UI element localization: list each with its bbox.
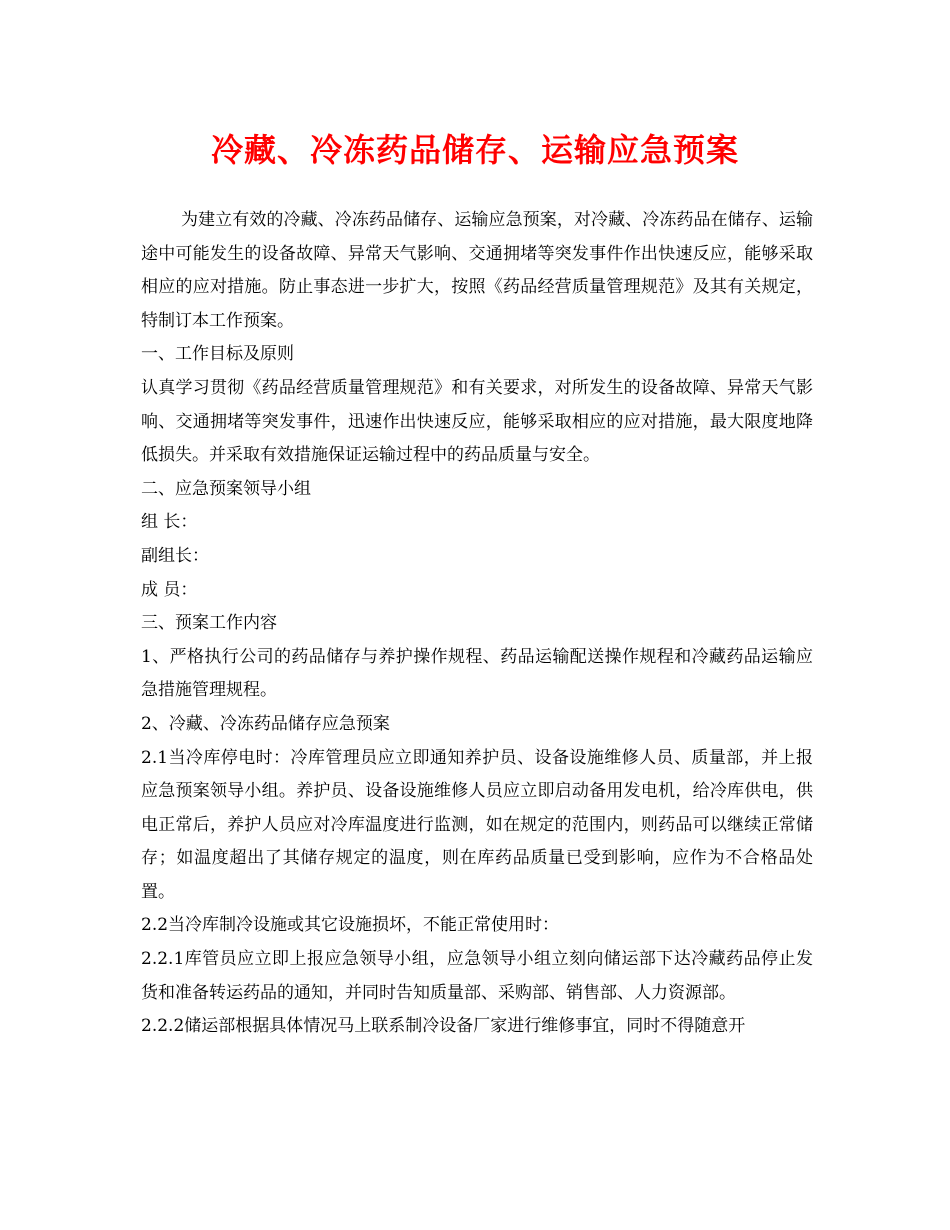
paragraph: 2.2当冷库制冷设施或其它设施损坏，不能正常使用时： <box>141 915 560 936</box>
section-heading-3: 三、预案工作内容 <box>141 613 277 634</box>
section-heading-2: 二、应急预案领导小组 <box>141 478 311 499</box>
paragraph: 认真学习贯彻《药品经营质量管理规范》和有关要求，对所发生的设备故障、异常天气影响、交通拥堵等突发事件，迅速作出快速反应，能够采取相应的应对措施，最大限度地降低损失。并采取有效措施保证运输过程中的药品质量与安全。 <box>141 377 813 466</box>
document-body <box>141 204 813 1044</box>
intro-paragraph: 为建立有效的冷藏、冷冻药品储存、运输应急预案，对冷藏、冷冻药品在储存、运输途中可能发生的设备故障、异常天气影响、交通拥堵等突发事件作出快速反应，能够采取相应的应对措施。防止事态进一步扩大，按照《药品经营质量管理规范》及其有关规定，特制订本工作预案。 <box>141 210 813 331</box>
document-title: 冷藏、冷冻药品储存、运输应急预案 <box>210 131 739 169</box>
paragraph: 2.1当冷库停电时：冷库管理员应立即通知养护员、设备设施维修人员、质量部，并上报应急预案领导小组。养护员、设备设施维修人员应立即启动备用发电机，给冷库供电，供电正常后，养护人员应对冷库温度进行监测，如在规定的范围内，则药品可以继续正常储存；如温度超出了其储存规定的温度，则在库药品质量已受到影响，应作为不合格品处置。 <box>141 747 813 902</box>
subsection-heading: 2、冷藏、冷冻药品储存应急预案 <box>141 713 390 734</box>
paragraph: 2.2.2储运部根据具体情况马上联系制冷设备厂家进行维修事宜，同时不得随意开 <box>141 1016 746 1037</box>
paragraph: 1、严格执行公司的药品储存与养护操作规程、药品运输配送操作规程和冷藏药品运输应急措施管理规程。 <box>141 646 813 701</box>
section-heading-1: 一、工作目标及原则 <box>141 344 294 365</box>
paragraph: 2.2.1库管员应立即上报应急领导小组，应急领导小组立刻向储运部下达冷藏药品停止发货和准备转运药品的通知，并同时告知质量部、采购部、销售部、人力资源部。 <box>141 949 813 1003</box>
deputy-leader-line: 副组长： <box>141 545 209 566</box>
members-line: 成 员： <box>141 579 198 600</box>
leader-line: 组 长： <box>141 512 198 533</box>
